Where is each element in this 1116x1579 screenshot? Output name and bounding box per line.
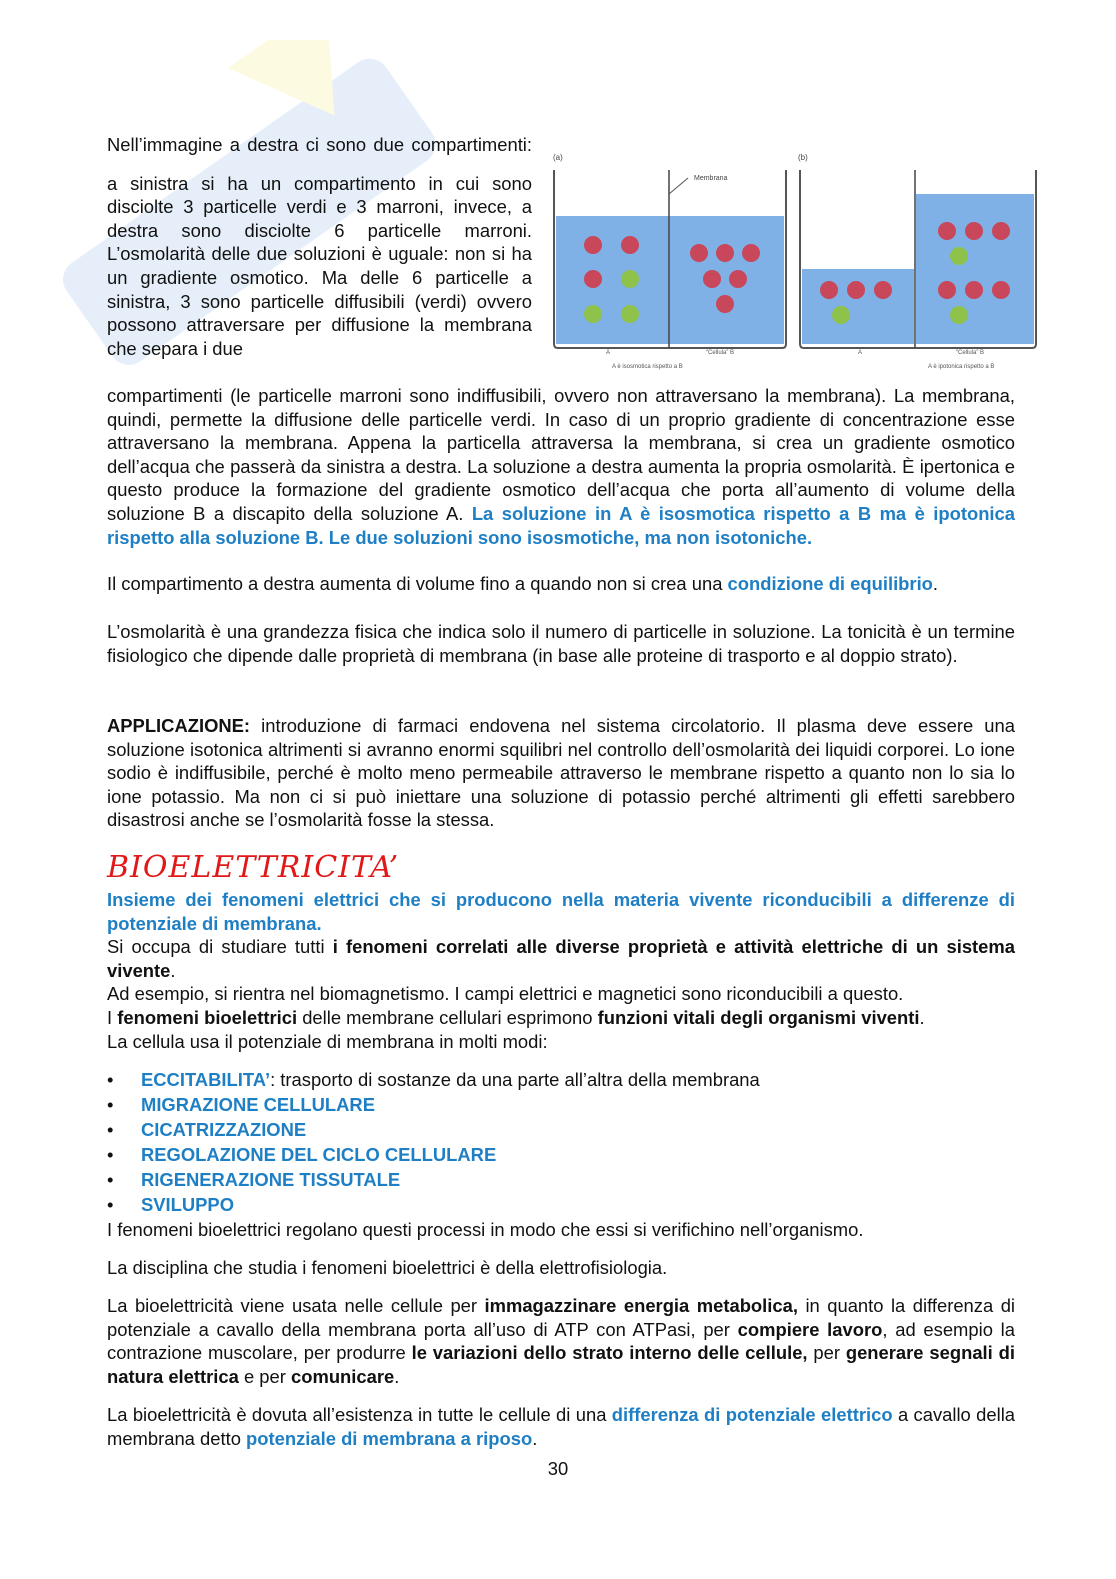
- brown-particle: [690, 244, 708, 262]
- list-item: [107, 1193, 1015, 1218]
- brown-particle: [938, 222, 956, 240]
- brown-particle: [847, 281, 865, 299]
- applicazione-paragraph: [107, 714, 1015, 832]
- energia-paragraph: [107, 1294, 1015, 1388]
- definition: Insieme dei fenomeni elettrici che si producono nella materia vivente riconducibili a differenze di potenziale di membrana.: [107, 889, 1015, 934]
- list-item-label: SVILUPPO: [141, 1194, 234, 1215]
- list-item-rest: : trasporto di sostanze da una parte all’altra della membrana: [270, 1069, 760, 1090]
- osmosis-paragraph: [107, 384, 1015, 549]
- green-particle: [584, 305, 602, 323]
- dovuta-blue1: differenza di potenziale elettrico: [611, 1404, 893, 1425]
- osmosis-figure: [548, 148, 1040, 374]
- green-particle: [621, 305, 639, 323]
- dovuta-paragraph: [107, 1403, 1015, 1450]
- green-particle: [950, 247, 968, 265]
- equilibrium-paragraph: [107, 572, 1015, 596]
- brown-particle: [965, 222, 983, 240]
- brown-particle: [716, 244, 734, 262]
- fenomeni-t1: I: [107, 1006, 118, 1028]
- energia-t2: in quanto la differenza di potenziale a cavallo della membrana porta all’uso di ATP con ATPasi, per: [107, 1295, 1016, 1340]
- energia-b3: le variazioni dello strato interno delle cellule,: [411, 1342, 808, 1364]
- disciplina-paragraph: La disciplina che studia i fenomeni bioelettrici è della elettrofisiologia.: [107, 1257, 668, 1278]
- osmosis-paragraph-text: compartimenti (le particelle marroni sono indiffusibili, ovvero non attraversano la membrana). La membrana, quindi, permette la diffusione delle particelle verdi. In caso di un proprio gradiente di concentrazione esse attraversano la membrana. Appena la particella attraversa la membrana, si crea un gradiente osmotico dell’acqua che passerà da sinistra a destra. La soluzione a destra aumenta la propria osmolarità. È ipertonica e questo produce la formazione del gradiente osmotico dell’acqua che porta all’aumento di volume della soluzione B a discapito della soluzione A.: [107, 385, 1015, 524]
- dovuta-t3: .: [532, 1427, 538, 1449]
- brown-particle: [742, 244, 760, 262]
- list-item-label: MIGRAZIONE CELLULARE: [141, 1094, 375, 1115]
- brown-particle: [992, 222, 1010, 240]
- brown-particle: [965, 281, 983, 299]
- dovuta-blue2: potenziale di membrana a riposo: [246, 1427, 533, 1449]
- energia-b5: comunicare: [291, 1365, 395, 1387]
- brown-particle: [729, 270, 747, 288]
- brown-particle: [703, 270, 721, 288]
- osmosis-highlight: La soluzione in A è isosmotica rispetto a B ma è ipotonica rispetto alla soluzione B. Le due soluzioni sono isosmotiche, ma non isotoniche.: [107, 502, 1016, 548]
- equilibrium-text: Il compartimento a destra aumenta di volume fino a quando non si crea una: [107, 573, 728, 594]
- brown-particle: [874, 281, 892, 299]
- energia-b1: immagazzinare energia metabolica,: [484, 1295, 798, 1316]
- list-item: [107, 1068, 1015, 1093]
- list-item: [107, 1143, 1015, 1168]
- brown-particle: [938, 281, 956, 299]
- panel-b-right-water: [916, 194, 1034, 344]
- list-item: [107, 1093, 1015, 1118]
- energia-t6: .: [394, 1365, 400, 1387]
- bioelectricity-body: [107, 888, 1015, 1053]
- uses-list: [107, 1068, 1015, 1218]
- green-particle: [621, 270, 639, 288]
- energia-b2: compiere lavoro: [737, 1318, 883, 1340]
- brown-particle: [621, 236, 639, 254]
- fenomeni-line: [107, 1006, 1015, 1030]
- page-number: 30: [547, 1458, 569, 1479]
- energia-t1: La bioelettricità viene usata nelle cellule per: [107, 1295, 485, 1316]
- studia-text: Si occupa di studiare tutti: [107, 936, 333, 958]
- fenomeni-b2: funzioni vitali degli organismi viventi: [597, 1006, 920, 1028]
- intro-text: [107, 133, 532, 360]
- list-item: [107, 1168, 1015, 1193]
- green-particle: [950, 306, 968, 324]
- panel-b-letter: (b): [798, 153, 808, 162]
- studia-paragraph: [107, 935, 1015, 982]
- section-heading: BIOELETTRICITA’: [107, 850, 400, 885]
- energia-t3: , ad esempio la contrazione muscolare, per produrre: [107, 1318, 1015, 1364]
- fenomeni-t2: delle membrane cellulari esprimono: [297, 1006, 598, 1028]
- brown-particle: [992, 281, 1010, 299]
- studia-period: .: [170, 959, 176, 981]
- brown-particle: [584, 270, 602, 288]
- membrane-pointer: [669, 178, 688, 194]
- regolano-paragraph: I fenomeni bioelettrici regolano questi processi in modo che essi si verifichino nell’organismo.: [107, 1219, 864, 1240]
- studia-bold: i fenomeni correlati alle diverse proprietà e attività elettriche di un sistema vivente: [107, 936, 1015, 981]
- brown-particle: [820, 281, 838, 299]
- energia-t5: e per: [238, 1365, 291, 1387]
- fenomeni-b1: fenomeni bioelettrici: [117, 1006, 298, 1028]
- fenomeni-t3: .: [919, 1006, 925, 1028]
- applicazione-text: introduzione di farmaci endovena nel sistema circolatorio. Il plasma deve essere una soluzione isotonica altrimenti si avranno enormi squilibri nel controllo dell’osmolarità dei liquidi corporei. Lo ione sodio è indiffusibile, perché è molto meno permeabile attraverso le membrane rispetto a quanto non lo sia lo ione potassio. Ma non ci si può iniettare una soluzione di potassio perché altrimenti gli effetti sarebbero disastrosi anche se l’osmolarità fosse la stessa.: [107, 715, 1015, 831]
- equilibrium-period: .: [932, 573, 939, 594]
- biomagnetism-line: Ad esempio, si rientra nel biomagnetismo. I campi elettrici e magnetici sono riconducibili a questo.: [107, 983, 904, 1005]
- intro-line-1: Nell’immagine a destra ci sono due compartimenti:: [107, 134, 532, 155]
- panel-b-left-water: [802, 269, 914, 344]
- dovuta-t2: a cavallo della membrana detto: [107, 1404, 1016, 1449]
- brown-particle: [716, 295, 734, 313]
- energia-t4: per: [807, 1342, 846, 1364]
- applicazione-label: APPLICAZIONE:: [107, 715, 251, 736]
- membrane-label: Membrana: [694, 175, 728, 182]
- intro-paragraph: a sinistra si ha un compartimento in cui sono disciolte 3 particelle verdi e 3 marroni, invece, a destra sono disciolte 6 particelle marroni. L’osmolarità delle due soluzioni è uguale: non si ha un gradiente osmotico. Ma delle 6 particelle a sinistra, 3 sono particelle diffusibili (verdi) ovvero possono attraversare per diffusione la membrana che separa i due: [107, 172, 532, 359]
- list-item-label: ECCITABILITA’: [141, 1069, 271, 1090]
- panel-a-left-label: A: [606, 350, 611, 356]
- usa-line: La cellula usa il potenziale di membrana in molti modi:: [107, 1030, 548, 1052]
- panel-a-caption: A è isosmotica rispetto a B: [612, 364, 683, 370]
- panel-a-right-label: “Cellula” B: [706, 350, 735, 356]
- list-item-label: CICATRIZZAZIONE: [141, 1119, 307, 1140]
- panel-b-left-label: A: [858, 350, 863, 356]
- list-item-label: RIGENERAZIONE TISSUTALE: [141, 1169, 401, 1190]
- panel-a-letter: (a): [553, 153, 563, 162]
- energia-b4: generare segnali di natura elettrica: [107, 1342, 1015, 1387]
- osmolarity-paragraph: L’osmolarità è una grandezza fisica che indica solo il numero di particelle in soluzione. La tonicità è un termine fisiologico che dipende dalle proprietà di membrana (in base alle proteine di trasporto e al doppio strato).: [107, 621, 1015, 666]
- panel-b-right-label: “Cellula” B: [956, 350, 985, 356]
- panel-b-caption: A è ipotonica rispetto a B: [928, 364, 995, 370]
- list-item-label: REGOLAZIONE DEL CICLO CELLULARE: [141, 1144, 497, 1165]
- dovuta-t1: La bioelettricità è dovuta all’esistenza in tutte le cellule di una: [107, 1404, 612, 1425]
- green-particle: [832, 306, 850, 324]
- list-item: [107, 1118, 1015, 1143]
- brown-particle: [584, 236, 602, 254]
- equilibrium-highlight: condizione di equilibrio: [727, 573, 933, 594]
